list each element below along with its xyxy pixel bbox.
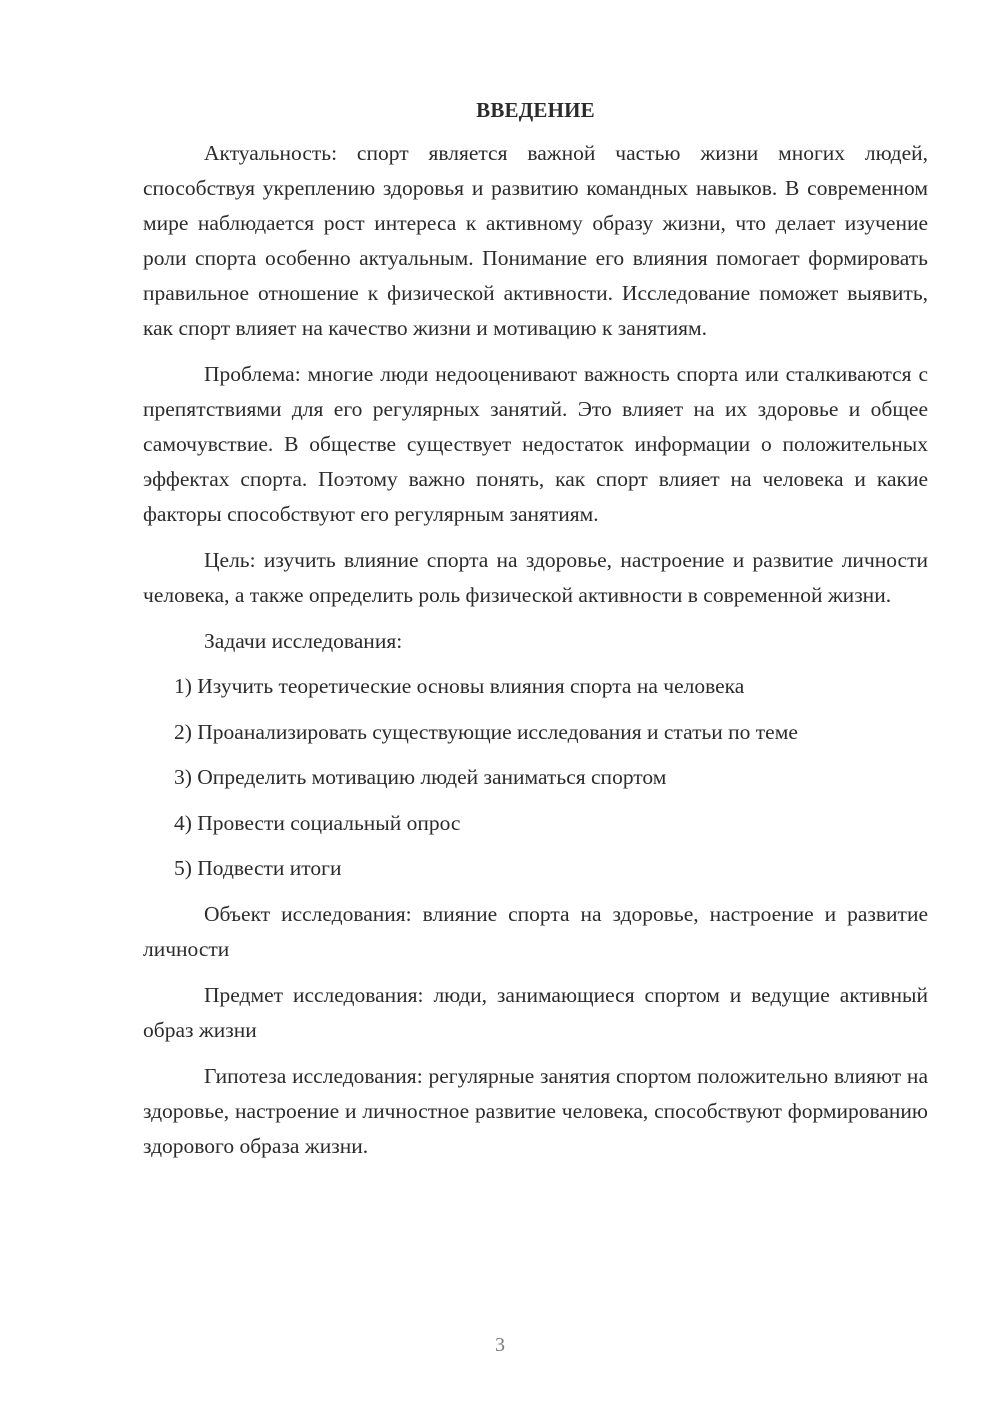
- subject-paragraph: Предмет исследования: люди, занимающиеся спортом и ведущие активный образ жизни: [143, 982, 928, 1042]
- task-item: 3) Определить мотивацию людей заниматься спортом: [174, 765, 667, 789]
- tasks-list: [143, 669, 928, 886]
- task-item: 4) Провести социальный опрос: [174, 810, 461, 835]
- hypothesis-paragraph: Гипотеза исследования: регулярные занятия спортом положительно влияют на здоровье, настроение и личностное развитие человека, способствуют формированию здорового образа жизни.: [143, 1063, 928, 1158]
- tasks-title: Задачи исследования:: [204, 629, 403, 653]
- section-heading: ВВЕДЕНИЕ: [476, 98, 595, 122]
- problem-paragraph: Проблема: многие люди недооценивают важность спорта или сталкиваются с препятствиями для его регулярных занятий. Это влияет на их здоровье и общее самочувствие. В обществе существует недостаток информации о положительных эффектах спорта. Поэтому важно понять, как спорт влияет на человека и какие факторы способствуют его регулярным занятиям.: [143, 362, 928, 526]
- relevance-paragraph: Актуальность: спорт является важной частью жизни многих людей, способствуя укреплению здоровья и развитию командных навыков. В современном мире наблюдается рост интереса к активному образу жизни, что делает изучение роли спорта особенно актуальным. Понимание его влияния помогает формировать правильное отношение к физической активности. Исследование поможет выявить, как спорт влияет на качество жизни и мотивацию к занятиям.: [143, 141, 928, 340]
- page-number: 3: [495, 1334, 505, 1356]
- object-paragraph: Объект исследования: влияние спорта на здоровье, настроение и развитие личности: [143, 901, 928, 961]
- task-item: 1) Изучить теоретические основы влияния спорта на человека: [174, 674, 745, 698]
- task-item: 2) Проанализировать существующие исследования и статьи по теме: [174, 719, 798, 744]
- task-item: 5) Подвести итоги: [174, 856, 342, 880]
- goal-paragraph: Цель: изучить влияние спорта на здоровье, настроение и развитие личности человека, а также определить роль физической активности в современной жизни.: [143, 548, 928, 607]
- document-page: [143, 95, 928, 1175]
